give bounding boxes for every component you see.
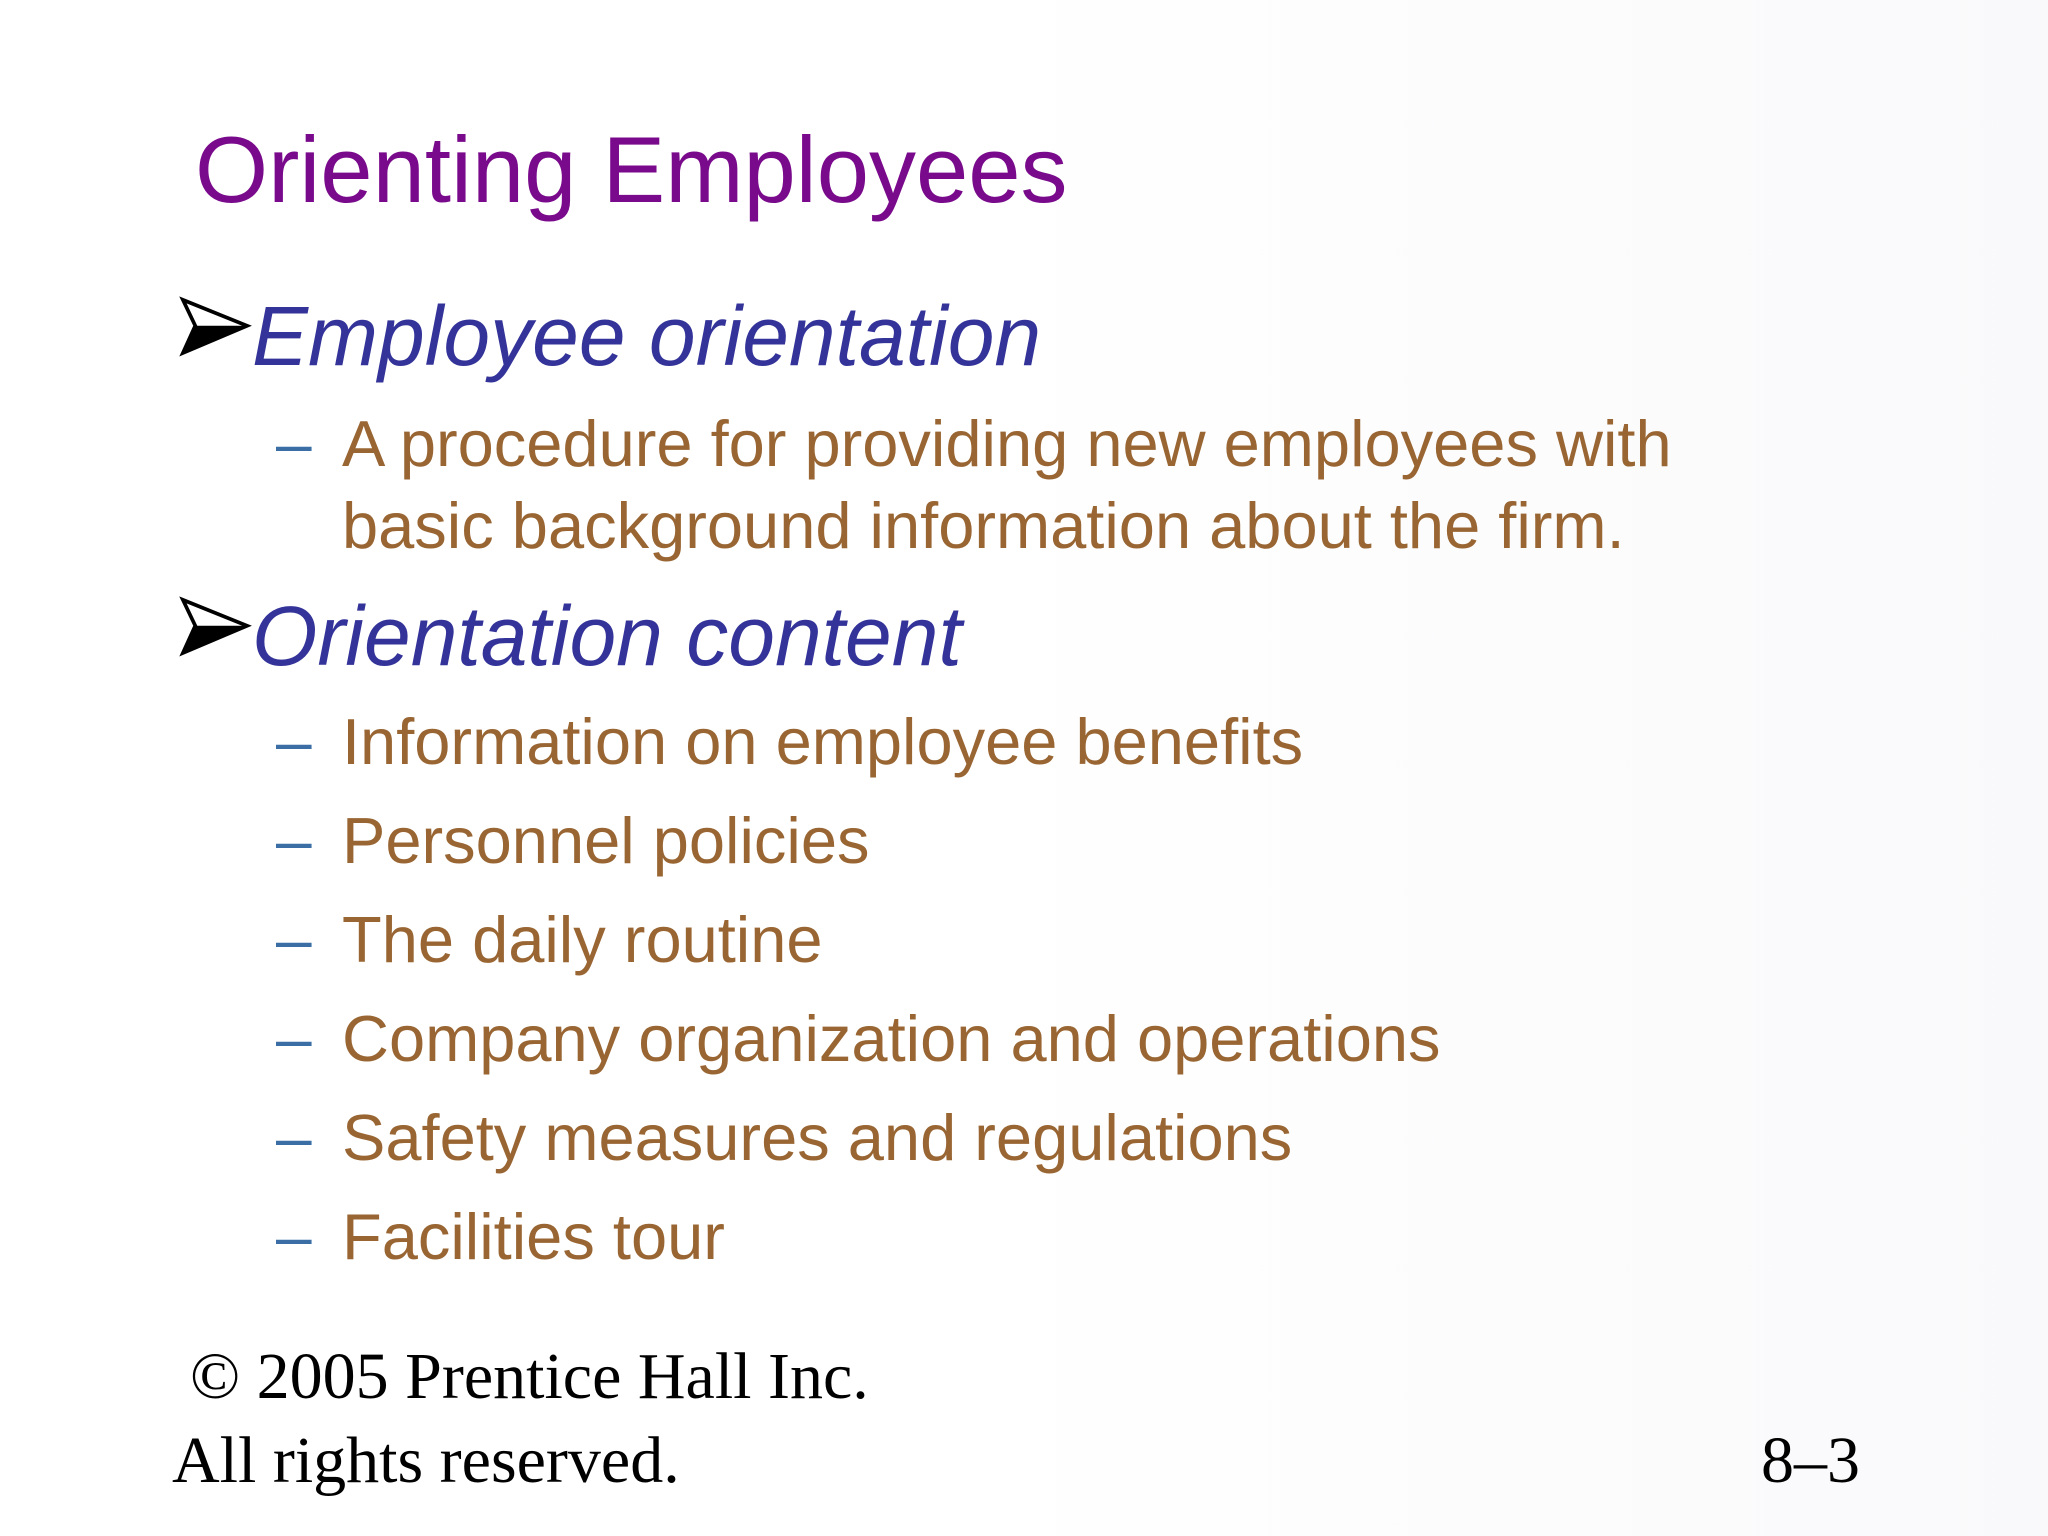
bullet-heading: Orientation content [252, 589, 962, 683]
bullet-heading: Employee orientation [252, 289, 1042, 383]
bullet-orientation-content [178, 590, 962, 682]
sub-item-text: Safety measures and regulations [342, 1101, 1293, 1174]
dash-spacer [276, 484, 342, 567]
rights-line: All rights reserved. [172, 1423, 680, 1497]
slide-title: Orienting Employees [195, 117, 1068, 222]
sub-item-text: Company organization and operations [342, 1002, 1441, 1075]
sub-item [276, 1195, 725, 1278]
dash-bullet: – [276, 1002, 312, 1074]
sub-item [276, 799, 870, 882]
sub-item-text: A procedure for providing new employees with [342, 407, 1672, 480]
dash-bullet: – [276, 903, 312, 975]
sub-item-text: The daily routine [342, 903, 823, 976]
sub-item-text: Information on employee benefits [342, 705, 1304, 778]
dash-bullet: – [276, 1200, 312, 1272]
sub-item-continuation [276, 484, 1625, 567]
sub-item [276, 1096, 1292, 1179]
arrowhead-bullet-icon [178, 596, 252, 658]
dash-bullet: – [276, 407, 312, 479]
arrowhead-bullet-icon [178, 296, 252, 358]
sub-item [276, 997, 1441, 1080]
sub-item-text: Personnel policies [342, 804, 870, 877]
copyright-line: © 2005 Prentice Hall Inc. [190, 1340, 869, 1413]
dash-bullet: – [276, 1101, 312, 1173]
bullet-employee-orientation [178, 290, 1041, 382]
dash-bullet: – [276, 705, 312, 777]
sub-item [276, 700, 1303, 783]
copyright-notice [172, 1335, 869, 1503]
dash-bullet: – [276, 804, 312, 876]
sub-item-text: basic background information about the firm. [342, 489, 1625, 562]
sub-item [276, 898, 823, 981]
sub-item [276, 402, 1672, 485]
slide-number: 8–3 [1761, 1424, 1860, 1497]
sub-item-text: Facilities tour [342, 1200, 725, 1273]
